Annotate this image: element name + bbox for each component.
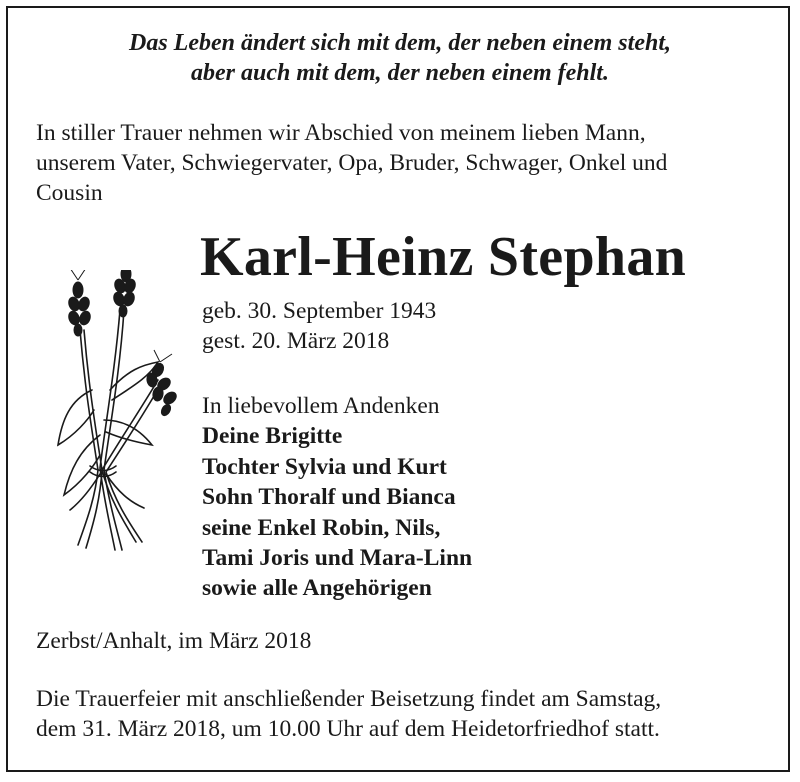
mourner-name: Deine Brigitte — [202, 423, 343, 450]
mourners-heading: In liebevollem Andenken — [202, 393, 440, 419]
deceased-name: Karl-Heinz Stephan — [200, 226, 687, 288]
mourner-name: seine Enkel Robin, Nils, — [202, 514, 441, 541]
funeral-line: dem 31. März 2018, um 10.00 Uhr auf dem Heidetorfriedhof statt. — [36, 716, 660, 742]
birth-date: geb. 30. September 1943 — [202, 298, 437, 324]
place-and-date: Zerbst/Anhalt, im März 2018 — [36, 628, 312, 654]
intro-line: Cousin — [36, 180, 103, 206]
funeral-line: Die Trauerfeier mit anschließender Beisetzung findet am Samstag, — [36, 686, 662, 712]
intro-line: unserem Vater, Schwiegervater, Opa, Bruder, Schwager, Onkel und — [36, 150, 668, 176]
mourner-name: Tami Joris und Mara-Linn — [202, 545, 473, 572]
funeral-info — [36, 684, 776, 744]
motto-line: Das Leben ändert sich mit dem, der neben einem steht, — [129, 30, 671, 56]
intro-text — [36, 118, 776, 208]
wheat-bundle-icon — [40, 270, 190, 560]
mourner-name: sowie alle Angehörigen — [202, 575, 432, 602]
mourners-list — [202, 391, 472, 604]
motto-line: aber auch mit dem, der neben einem fehlt. — [191, 60, 609, 86]
life-dates — [202, 296, 436, 356]
mourner-name: Tochter Sylvia und Kurt — [202, 453, 447, 480]
intro-line: In stiller Trauer nehmen wir Abschied von meinem lieben Mann, — [36, 120, 646, 146]
mourner-name: Sohn Thoralf und Bianca — [202, 484, 456, 511]
death-date: gest. 20. März 2018 — [202, 328, 390, 354]
motto-quote — [0, 28, 800, 88]
